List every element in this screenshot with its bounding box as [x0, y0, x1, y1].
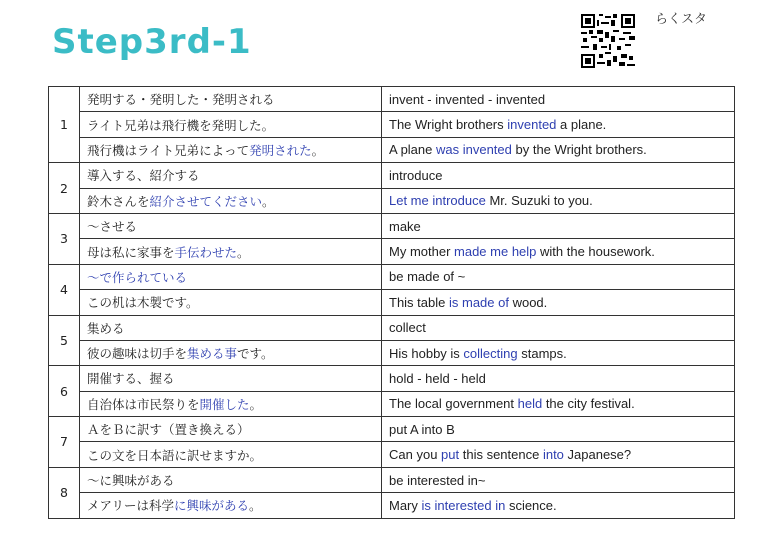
text-segment: My mother [389, 244, 455, 260]
english-cell [382, 137, 735, 162]
japanese-cell [80, 493, 382, 518]
item-number: 2 [49, 163, 80, 214]
text-segment: この机は木製です。 [87, 295, 199, 311]
table-row [49, 112, 735, 137]
highlighted-phrase: Let me introduce [389, 193, 486, 209]
highlighted-phrase: was invented [436, 142, 512, 158]
highlighted-phrase: is made of [448, 294, 509, 310]
text-segment: science. [505, 497, 557, 513]
text-segment: Japanese? [563, 447, 632, 463]
text-segment: ライト兄弟は飛行機を発明した。 [87, 117, 275, 133]
text-segment: stamps. [517, 345, 567, 361]
item-number: 3 [49, 213, 80, 264]
highlighted-phrase: put [441, 447, 460, 463]
japanese-cell [80, 213, 382, 238]
text-segment: 。 [311, 142, 325, 158]
english-cell [382, 188, 735, 213]
text-segment: Mary [389, 497, 422, 513]
english-cell [382, 290, 735, 315]
qr-code-icon[interactable] [581, 14, 635, 68]
text-segment: 自治体は市民祭りを [87, 396, 200, 412]
highlighted-phrase: made me help [454, 244, 537, 260]
text-segment: This table [389, 294, 449, 310]
table-row [49, 213, 735, 238]
text-segment: this sentence [459, 447, 543, 463]
text-segment: メアリーは科学 [87, 498, 175, 514]
text-segment: The Wright brothers [389, 117, 508, 133]
japanese-cell [80, 163, 382, 188]
table-row [49, 264, 735, 289]
text-segment: collect [389, 320, 426, 336]
item-number: 6 [49, 366, 80, 417]
item-number: 5 [49, 315, 80, 366]
table-row [49, 467, 735, 492]
text-segment: The local government [389, 396, 518, 412]
english-cell [382, 163, 735, 188]
text-segment: make [389, 218, 421, 234]
english-cell [382, 442, 735, 467]
english-cell [382, 315, 735, 340]
item-number: 7 [49, 417, 80, 468]
text-segment: invent - invented - invented [389, 91, 546, 107]
item-number: 8 [49, 467, 80, 518]
text-segment: 。 [262, 193, 275, 209]
text-segment: 開催する、握る [87, 371, 175, 387]
table-row [49, 366, 735, 391]
text-segment: 導入する、紹介する [87, 168, 200, 184]
text-segment: ＡをＢに訳す（置き換える） [87, 422, 250, 438]
highlighted-phrase: 手伝わせた [174, 244, 238, 260]
japanese-cell [80, 442, 382, 467]
highlighted-phrase: ～で作られている [87, 269, 188, 285]
japanese-cell [80, 264, 382, 289]
table-row [49, 87, 735, 112]
text-segment: 集める [87, 320, 125, 336]
text-segment: Mr. Suzuki to you. [485, 193, 593, 209]
text-segment: 飛行機はライト兄弟によって [87, 142, 250, 158]
japanese-cell [80, 366, 382, 391]
text-segment: A plane [389, 142, 436, 158]
item-number: 4 [49, 264, 80, 315]
english-cell [382, 264, 735, 289]
text-segment: 発明する・発明した・発明される [87, 92, 275, 108]
text-segment: hold - held - held [389, 370, 486, 386]
text-segment: the city festival. [542, 396, 635, 412]
table-row [49, 290, 735, 315]
table-row [49, 239, 735, 264]
text-segment: introduce [389, 167, 443, 183]
highlighted-phrase: 発明された [249, 142, 312, 158]
text-segment: ～に興味がある [87, 473, 175, 489]
japanese-cell [80, 391, 382, 416]
text-segment: 。 [249, 396, 263, 412]
text-segment: put A into B [389, 421, 455, 437]
english-cell [382, 391, 735, 416]
table-row [49, 188, 735, 213]
japanese-cell [80, 188, 382, 213]
highlighted-phrase: held [517, 396, 543, 412]
text-segment: この文を日本語に訳せますか。 [87, 447, 263, 463]
page-title: Step3rd-1 [52, 22, 252, 62]
text-segment: wood. [508, 294, 548, 310]
text-segment: by the Wright brothers. [511, 142, 647, 158]
text-segment: with the housework. [536, 244, 655, 260]
table-row [49, 315, 735, 340]
english-cell [382, 493, 735, 518]
table-row [49, 137, 735, 162]
text-segment: 。 [237, 244, 250, 260]
english-cell [382, 366, 735, 391]
text-segment: a plane. [556, 117, 607, 133]
highlighted-phrase: is interested in [421, 497, 506, 513]
table-row [49, 417, 735, 442]
item-number: 1 [49, 87, 80, 163]
vocabulary-table [48, 86, 735, 519]
text-segment: 鈴木さんを [87, 193, 150, 209]
text-segment: His hobby is [389, 345, 464, 361]
highlighted-phrase: into [542, 447, 564, 463]
english-cell [382, 467, 735, 492]
text-segment: be interested in~ [389, 472, 486, 488]
japanese-cell [80, 137, 382, 162]
japanese-cell [80, 112, 382, 137]
japanese-cell [80, 340, 382, 365]
highlighted-phrase: 集める事 [187, 346, 238, 362]
text-segment: です。 [237, 346, 274, 362]
japanese-cell [80, 239, 382, 264]
text-segment: Can you [389, 447, 442, 463]
vocabulary-table-body [49, 87, 735, 519]
japanese-cell [80, 467, 382, 492]
text-segment: 彼の趣味は切手を [87, 346, 188, 362]
highlighted-phrase: invented [507, 117, 557, 133]
highlighted-phrase: に興味がある [174, 498, 250, 514]
highlighted-phrase: collecting [463, 345, 518, 361]
english-cell [382, 213, 735, 238]
text-segment: 母は私に家事を [87, 244, 175, 260]
text-segment: be made of ~ [389, 269, 466, 285]
highlighted-phrase: 紹介させてください [149, 193, 263, 209]
japanese-cell [80, 417, 382, 442]
table-row [49, 391, 735, 416]
text-segment: ～させる [87, 219, 138, 235]
brand-name: らくスタ [655, 12, 708, 27]
japanese-cell [80, 315, 382, 340]
table-row [49, 163, 735, 188]
japanese-cell [80, 87, 382, 112]
table-row [49, 493, 735, 518]
text-segment: 。 [249, 498, 262, 514]
table-row [49, 442, 735, 467]
english-cell [382, 112, 735, 137]
table-row [49, 340, 735, 365]
english-cell [382, 417, 735, 442]
japanese-cell [80, 290, 382, 315]
english-cell [382, 239, 735, 264]
english-cell [382, 340, 735, 365]
highlighted-phrase: 開催した [199, 396, 250, 412]
english-cell [382, 87, 735, 112]
